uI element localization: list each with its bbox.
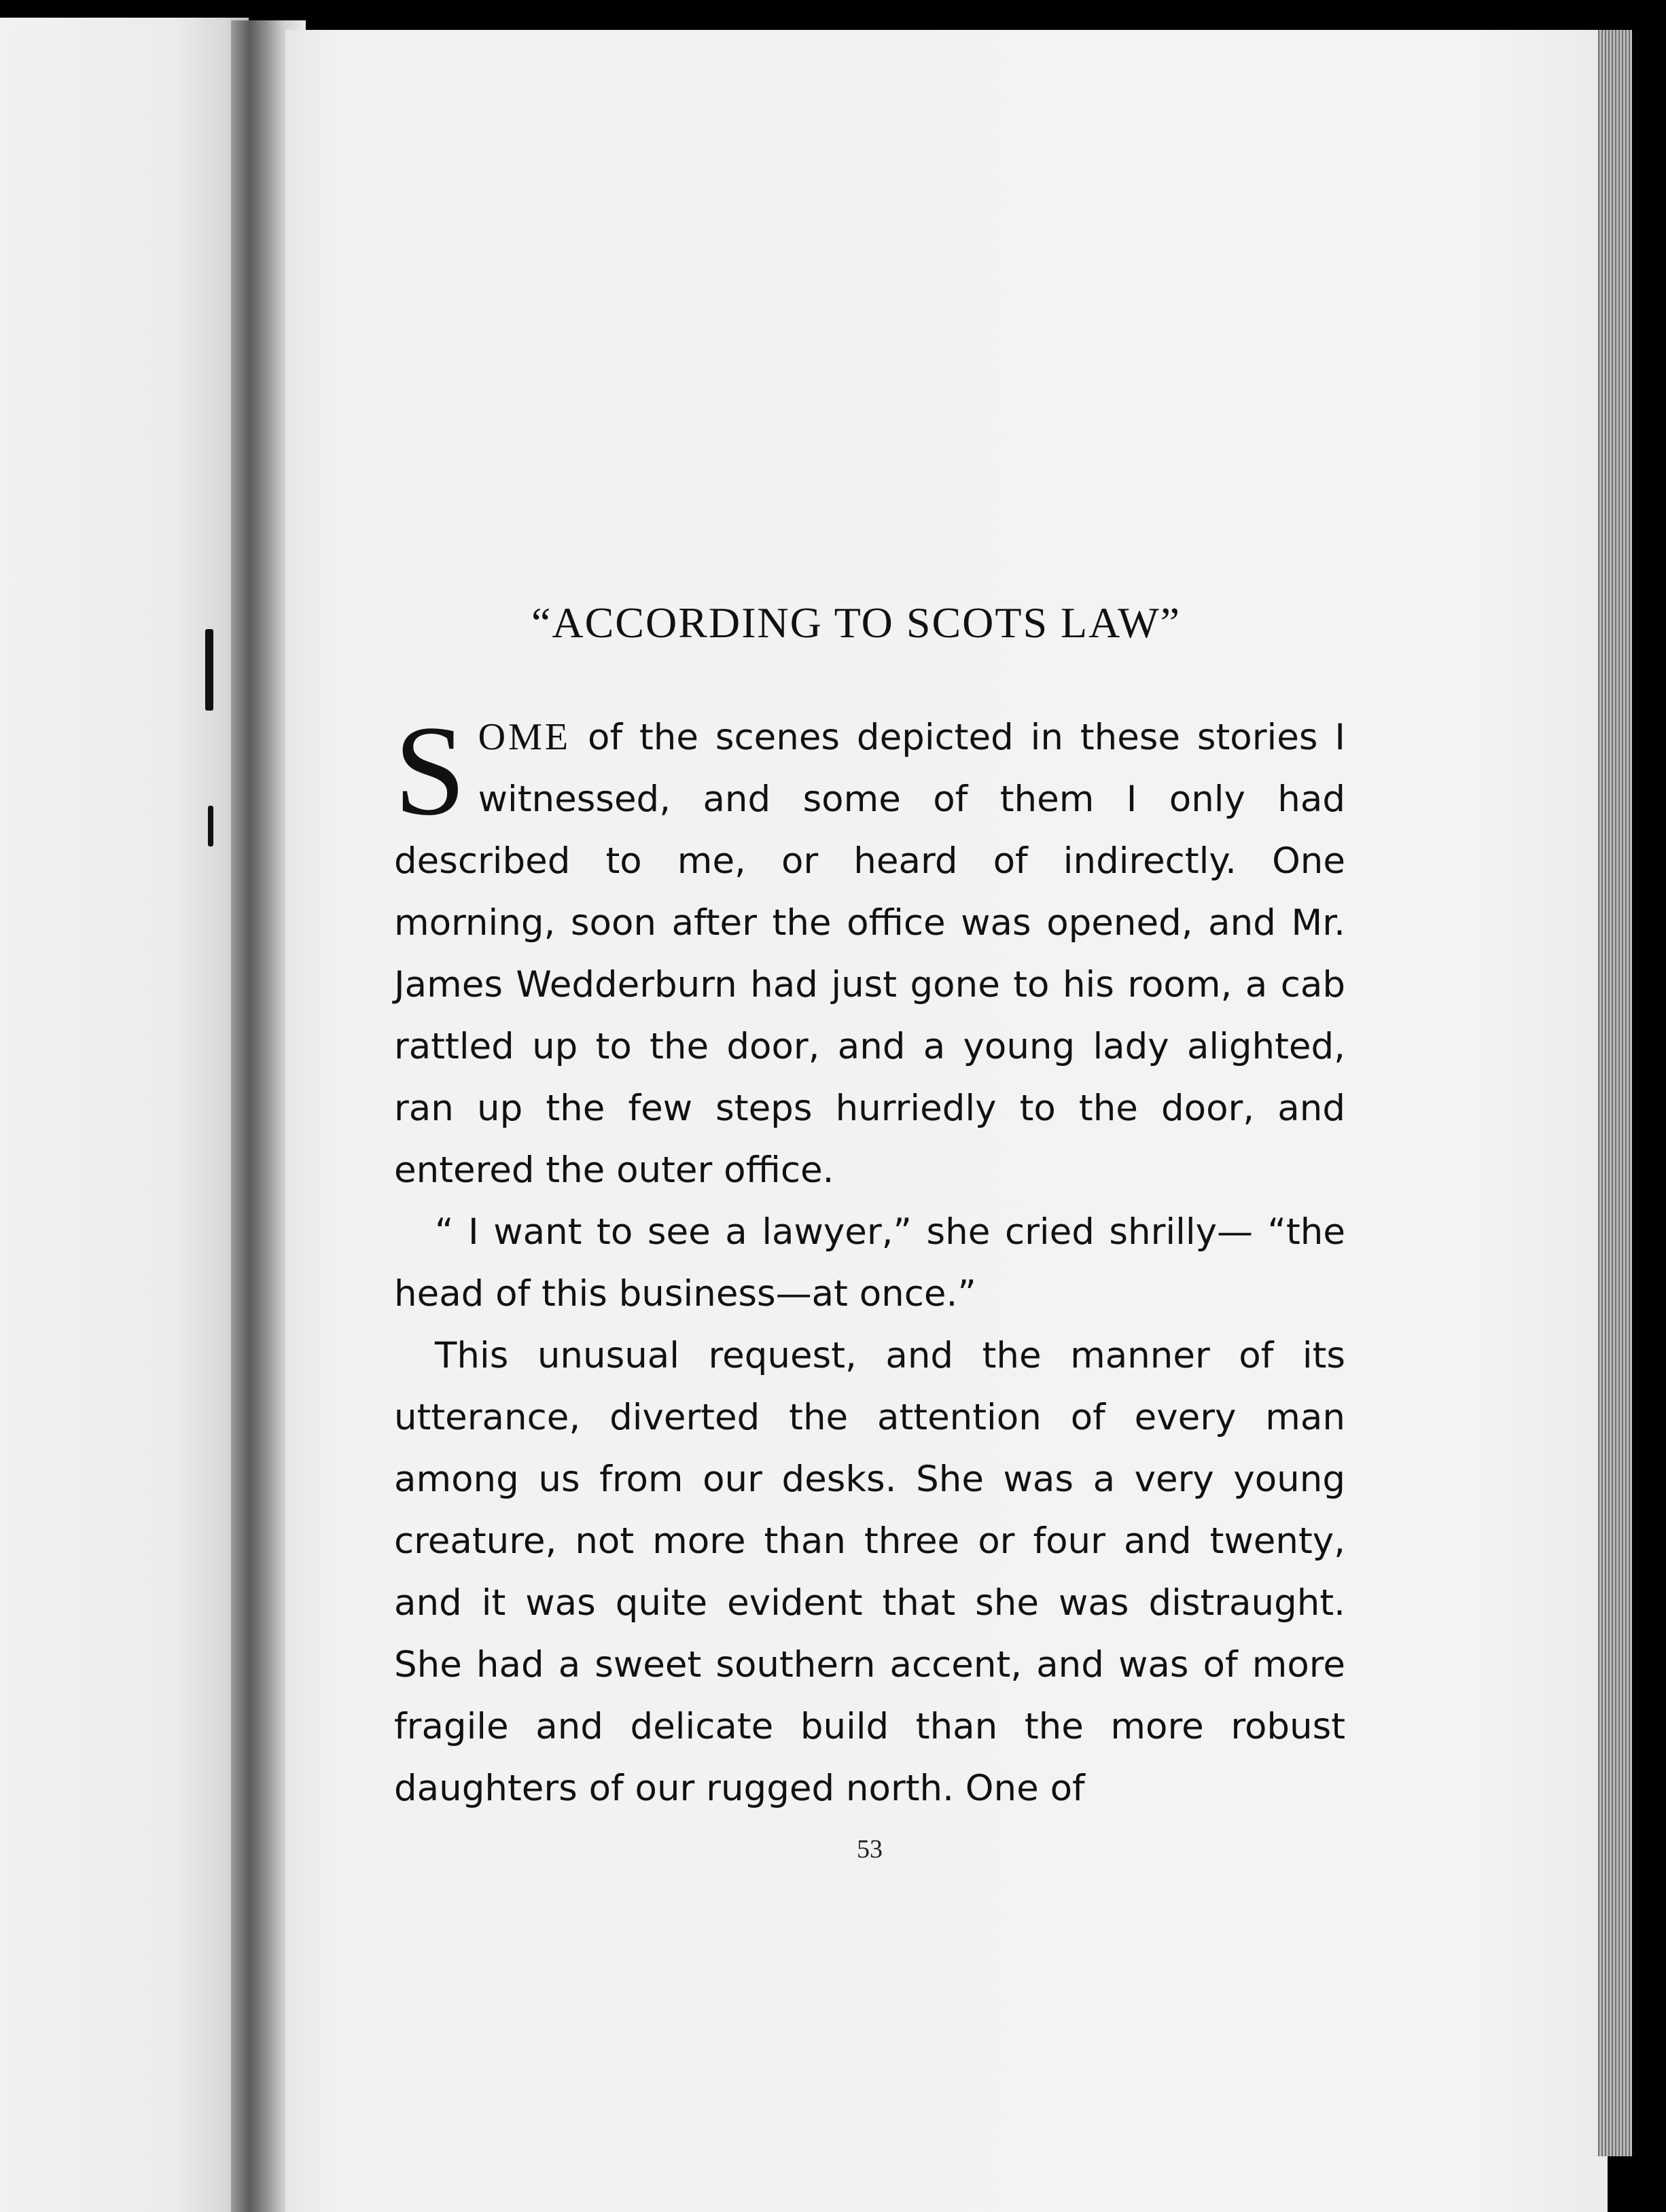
page-number: 53 <box>857 1835 883 1863</box>
left-page <box>0 18 249 2212</box>
drop-cap: S <box>394 700 466 842</box>
body-text <box>394 700 1345 1819</box>
chapter-title: “ACCORDING TO SCOTS LAW” <box>531 599 1182 647</box>
page-edges-shadow <box>1632 30 1666 2212</box>
opening-smallcaps: OME <box>478 716 571 758</box>
paragraph-1-text: of the scenes depicted in these stories I witnessed, and some of them I only had described to me, or heard of indirectly. One morning, soon after the office was opened, and Mr. James Wedderburn had just gone to his room, a cab rattled up to the door, and a young lady alighted, ran up the few steps hurriedly to the door, and entered the outer office. <box>394 717 1345 1191</box>
page-edges <box>1598 30 1632 2156</box>
paragraph-3: This unusual request, and the manner of its utterance, diverted the attention of every man among us from our desks. She was a very young creature, not more than three or four and twenty, and it was quite evident that she was distraught. She had a sweet southern accent, and was of more fragile and delicate build than the more robust daughters of our rugged north. One of <box>394 1335 1345 1809</box>
paragraph-2: “ I want to see a lawyer,” she cried shrilly— “the head of this business—at once.” <box>394 1211 1345 1315</box>
paragraph-1 <box>394 700 1345 1201</box>
left-page-edge-mark <box>208 806 213 846</box>
left-page-edge-mark <box>205 629 213 711</box>
